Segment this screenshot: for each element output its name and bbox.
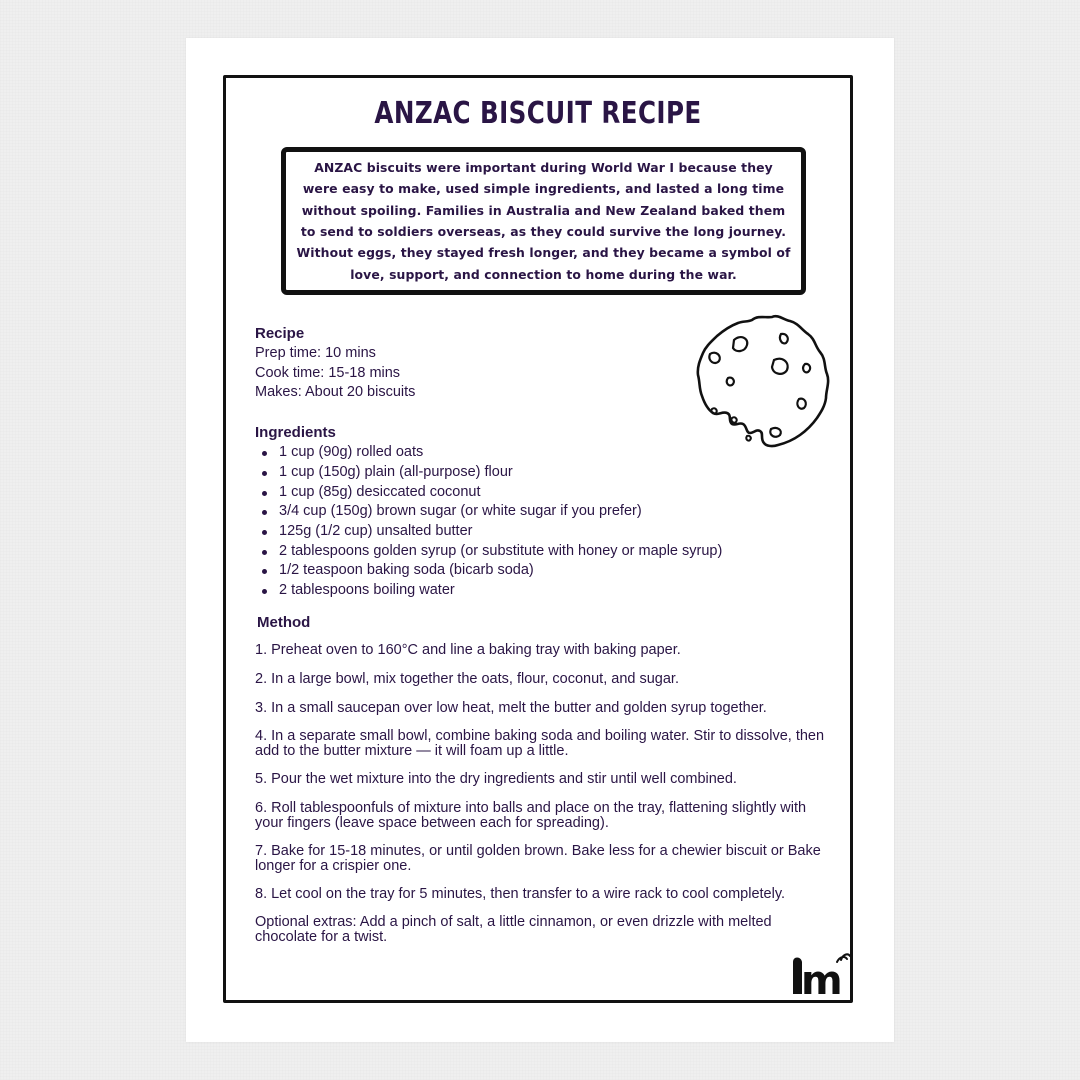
method-steps: [255, 643, 835, 945]
recipe-heading: Recipe: [255, 325, 305, 342]
list-item: 2 tablespoons boiling water: [279, 581, 835, 601]
method-step: 1. Preheat oven to 160°C and line a baking tray with baking paper.: [255, 641, 681, 658]
makes-count: Makes: About 20 biscuits: [255, 384, 416, 401]
intro-text: ANZAC biscuits were important during World War I because they were easy to make, used simple ingredients, and lasted a long time without spoiling. Families in Australia and New Zealand baked them to send to soldiers overseas, as they could survive the long journey. Without eggs, they stayed fresh longer, and they became a symbol of love, support, and connection to home during the war.: [296, 160, 791, 282]
method-heading: Method: [257, 613, 311, 631]
brand-logo-icon: [785, 950, 853, 998]
prep-time: Prep time: 10 mins: [255, 345, 376, 361]
method-step: 8. Let cool on the tray for 5 minutes, then transfer to a wire rack to cool completely.: [255, 885, 786, 902]
ingredients-heading: Ingredients: [255, 424, 336, 442]
logo-letter: m: [801, 958, 843, 998]
list-item: 1/2 teaspoon baking soda (bicarb soda): [279, 561, 835, 581]
method-step: 3. In a small saucepan over low heat, melt the butter and golden syrup together.: [255, 699, 767, 716]
page-title: ANZAC BISCUIT RECIPE: [374, 96, 702, 131]
ingredients-list: [255, 443, 835, 601]
method-step: 5. Pour the wet mixture into the dry ingredients and stir until well combined.: [255, 770, 737, 787]
method-step: 6. Roll tablespoonfuls of mixture into balls and place on the tray, flattening slightly with your fingers (leave space between each for spreading).: [255, 799, 807, 831]
method-step: 7. Bake for 15-18 minutes, or until golden brown. Bake less for a chewier biscuit or Bake longer for a crispier one.: [255, 842, 821, 874]
list-item: 1 cup (150g) plain (all-purpose) flour: [279, 463, 835, 483]
optional-extras: Optional extras: Add a pinch of salt, a little cinnamon, or even drizzle with melted chocolate for a twist.: [255, 913, 772, 945]
list-item: 2 tablespoons golden syrup (or substitute with honey or maple syrup): [279, 542, 835, 562]
list-item: 1 cup (90g) rolled oats: [279, 443, 835, 463]
recipe-content: [255, 324, 835, 958]
intro-box: [281, 147, 806, 295]
cook-time: Cook time: 15-18 mins: [255, 364, 401, 381]
list-item: 3/4 cup (150g) brown sugar (or white sugar if you prefer): [279, 502, 835, 522]
list-item: 1 cup (85g) desiccated coconut: [279, 483, 835, 503]
list-item: 125g (1/2 cup) unsalted butter: [279, 522, 835, 542]
method-step: 4. In a separate small bowl, combine baking soda and boiling water. Stir to dissolve, then add to the butter mixture — it will foam up a little.: [255, 727, 825, 759]
method-step: 2. In a large bowl, mix together the oats, flour, coconut, and sugar.: [255, 670, 679, 687]
